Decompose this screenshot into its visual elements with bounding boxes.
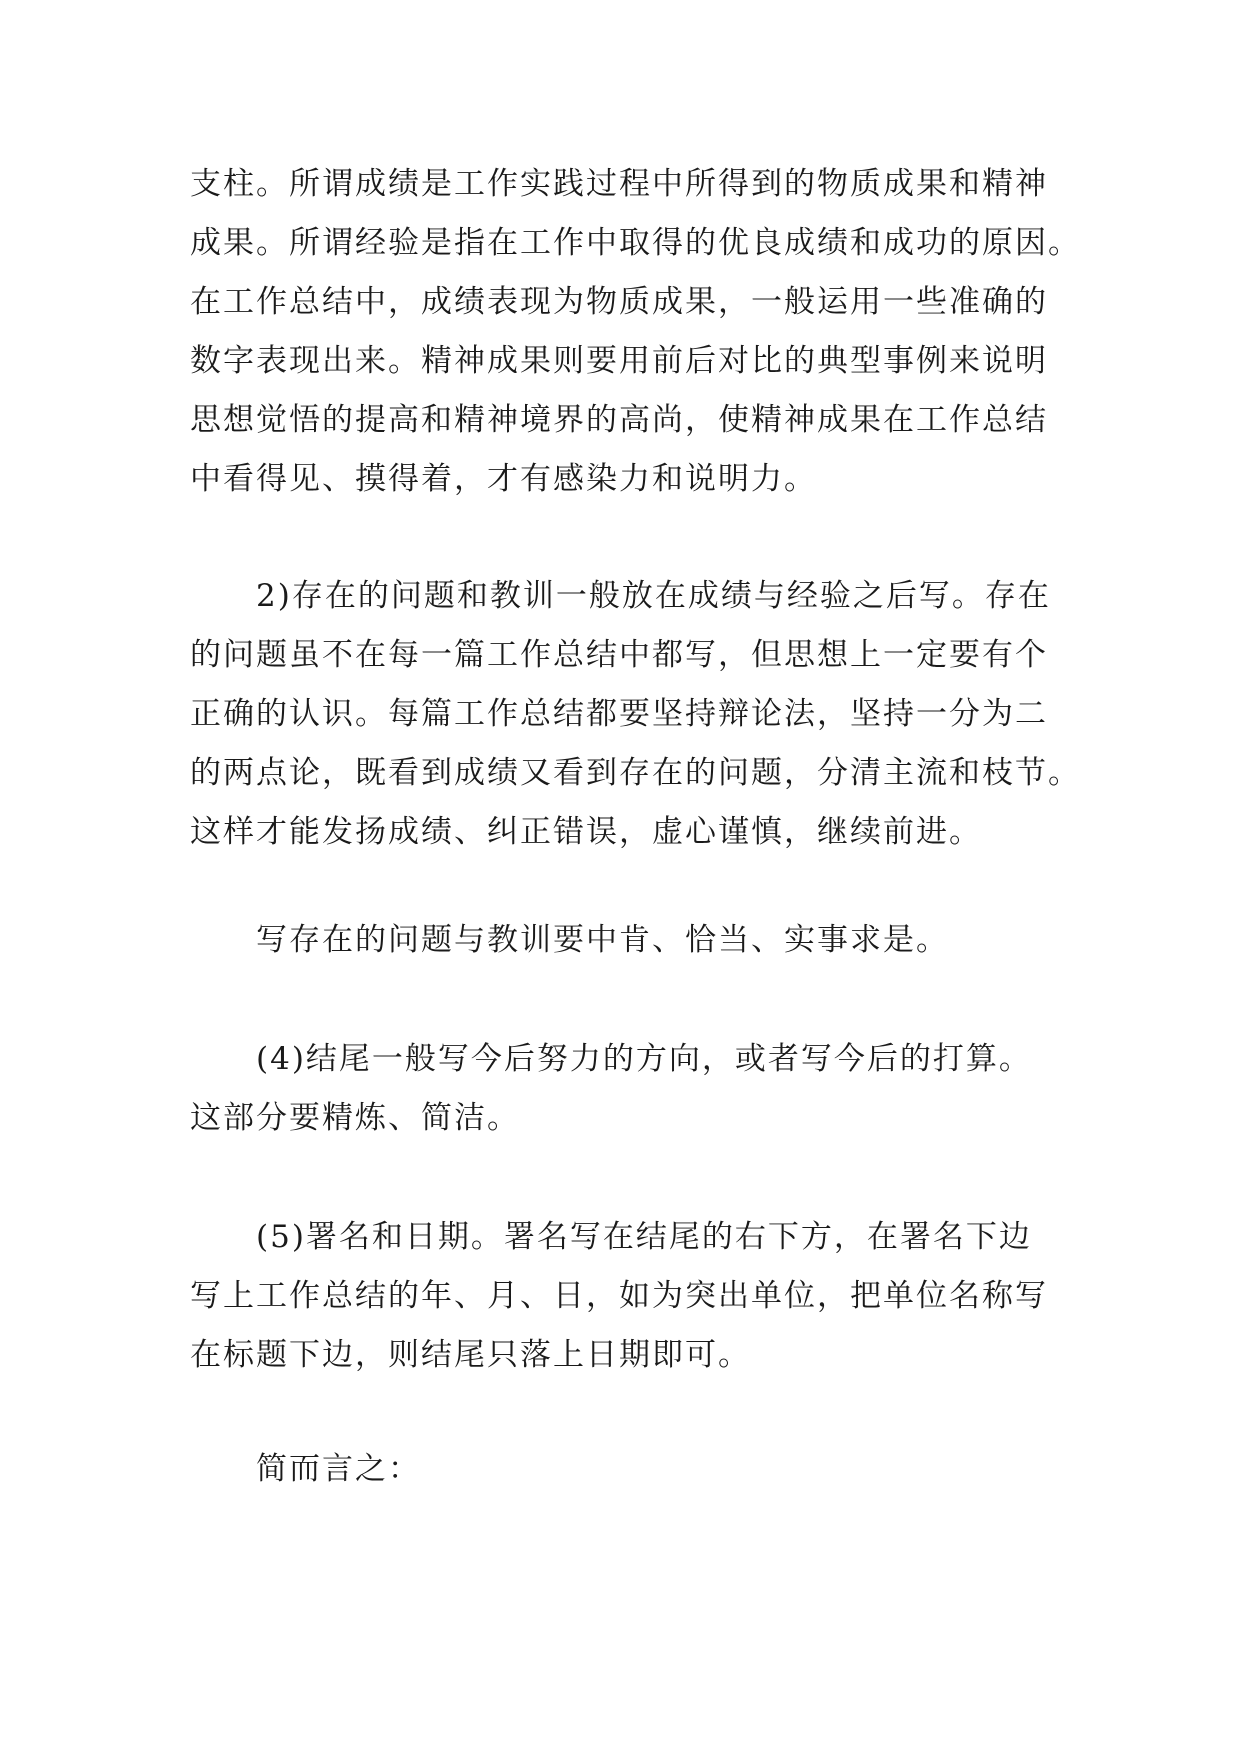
- text-line: 的问题虽不在每一篇工作总结中都写，但思想上一定要有个: [190, 637, 1048, 673]
- text-line: 思想觉悟的提高和精神境界的高尚，使精神成果在工作总结: [190, 402, 1048, 438]
- text-line: (5)署名和日期。署名写在结尾的右下方，在署名下边: [256, 1219, 1032, 1255]
- text-line: 中看得见、摸得着，才有感染力和说明力。: [190, 461, 817, 497]
- text-line: 正确的认识。每篇工作总结都要坚持辩论法，坚持一分为二: [190, 696, 1048, 732]
- text-line: 的两点论，既看到成绩又看到存在的问题，分清主流和枝节。: [190, 755, 1081, 791]
- paragraph-in-short: [190, 1440, 1090, 1499]
- text-line: 在工作总结中，成绩表现为物质成果，一般运用一些准确的: [190, 284, 1048, 320]
- text-line: 支柱。所谓成绩是工作实践过程中所得到的物质成果和精神: [190, 166, 1048, 202]
- text-line: 数字表现出来。精神成果则要用前后对比的典型事例来说明: [190, 343, 1048, 379]
- paragraph-problems-lessons: [190, 567, 1090, 862]
- text-line: 在标题下边，则结尾只落上日期即可。: [190, 1337, 751, 1373]
- paragraph-writing-problems: [190, 911, 1090, 970]
- text-line: 成果。所谓经验是指在工作中取得的优良成绩和成功的原因。: [190, 225, 1081, 261]
- paragraph-signature-date: [190, 1208, 1090, 1385]
- text-line: 写存在的问题与教训要中肯、恰当、实事求是。: [256, 922, 949, 958]
- text-line: 简而言之：: [256, 1451, 421, 1487]
- text-line: 这部分要精炼、简洁。: [190, 1100, 520, 1136]
- text-line: 2)存在的问题和教训一般放在成绩与经验之后写。存在: [256, 578, 1051, 614]
- paragraph-achievements-continued: [190, 155, 1090, 509]
- text-line: (4)结尾一般写今后努力的方向，或者写今后的打算。: [256, 1041, 1032, 1077]
- text-line: 写上工作总结的年、月、日，如为突出单位，把单位名称写: [190, 1278, 1048, 1314]
- paragraph-ending: [190, 1030, 1090, 1148]
- text-line: 这样才能发扬成绩、纠正错误，虚心谨慎，继续前进。: [190, 814, 982, 850]
